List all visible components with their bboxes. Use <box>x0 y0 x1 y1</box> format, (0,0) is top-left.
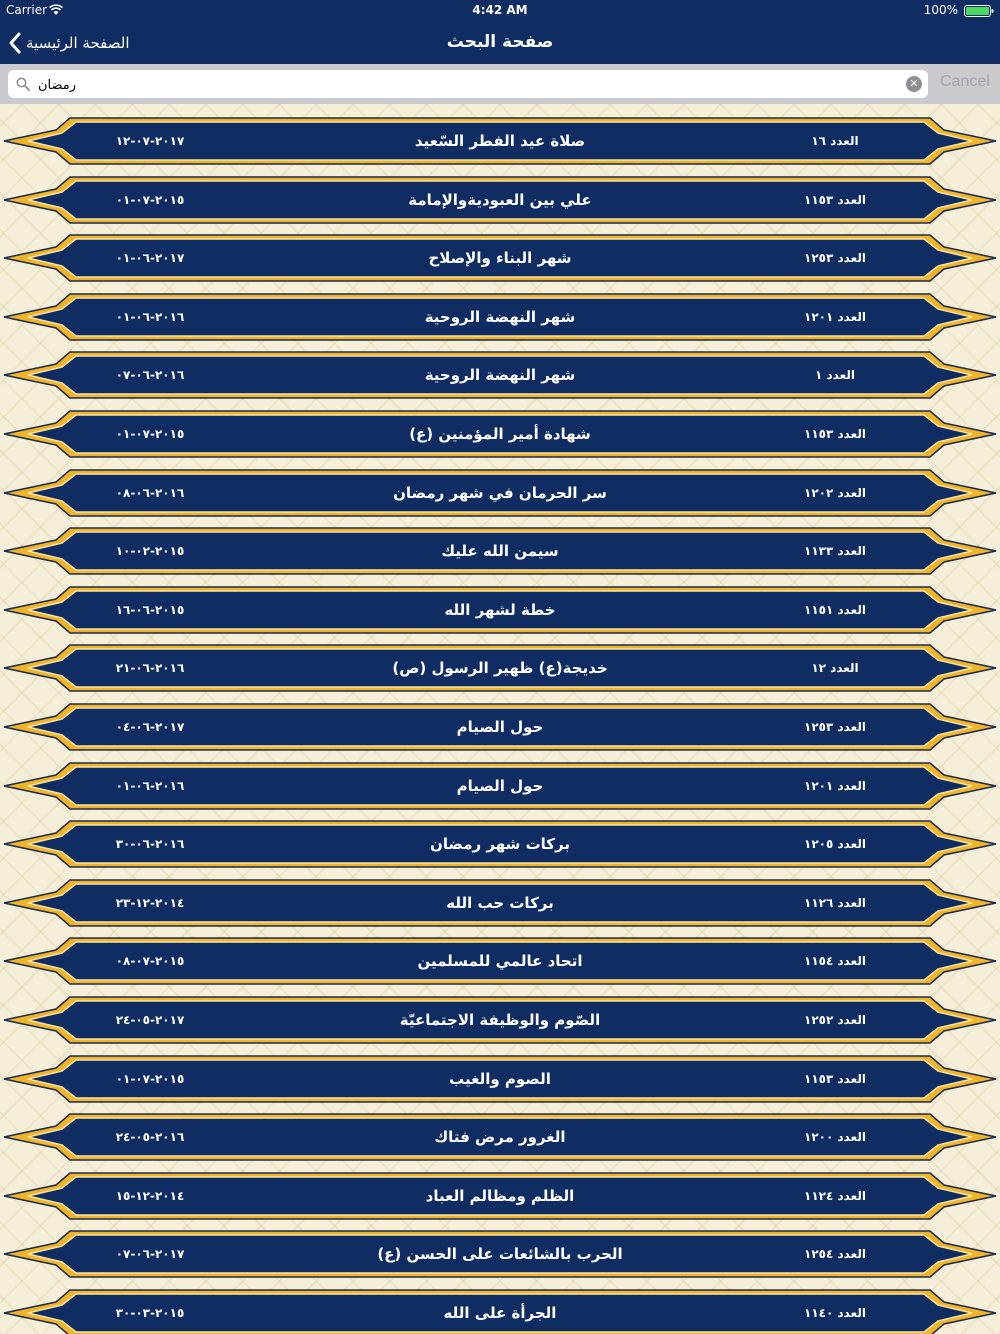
status-carrier: Carrier <box>6 3 48 17</box>
result-date: ٢٠١٥-٠٢-١٠ <box>115 544 185 559</box>
result-issue: العدد ١٢٠٥ <box>804 837 866 852</box>
result-row[interactable] <box>0 1225 1000 1283</box>
result-date: ٢٠١٦-٠٦-٣٠ <box>115 837 185 852</box>
result-issue: العدد ١١٢٤ <box>804 1188 866 1203</box>
result-title: حول الصيام <box>456 776 544 795</box>
nav-bar <box>0 22 1000 64</box>
result-date: ٢٠١٥-٠٧-٠١ <box>115 192 185 207</box>
result-issue: العدد ١١٥٣ <box>804 1071 866 1086</box>
result-issue: العدد ١١٥٣ <box>804 192 866 207</box>
result-issue: العدد ١٢٠٢ <box>804 485 866 500</box>
result-row[interactable] <box>0 1050 1000 1108</box>
result-title: سيمن الله عليك <box>441 542 559 561</box>
result-title: بركات شهر رمضان <box>430 835 570 854</box>
result-row[interactable] <box>0 464 1000 522</box>
result-row[interactable] <box>0 698 1000 756</box>
result-row[interactable] <box>0 405 1000 463</box>
result-date: ٢٠١٧-٠٦-٠٧ <box>115 1247 185 1262</box>
result-issue: العدد ١١٢٦ <box>804 895 866 910</box>
result-issue: العدد ١١٥٣ <box>804 427 866 441</box>
result-date: ٢٠١٥-٠٣-٣٠ <box>115 1306 185 1320</box>
result-title: الجرأة على الله <box>443 1304 557 1322</box>
result-row[interactable] <box>0 229 1000 287</box>
result-title: الصّوم والوظيفة الاجتماعيّة <box>399 1011 601 1029</box>
result-row[interactable] <box>0 171 1000 229</box>
back-label: الصفحة الرئيسية <box>26 34 130 52</box>
result-issue: العدد ١١٤٠ <box>804 1306 866 1320</box>
result-issue: العدد ١٢٠٠ <box>804 1130 866 1145</box>
result-issue: العدد ١ <box>815 368 855 383</box>
result-issue: العدد ١٢٥٣ <box>804 251 866 266</box>
result-issue: العدد ١٢٥٢ <box>804 1013 866 1027</box>
result-title: الظلم ومظالم العباد <box>425 1186 575 1205</box>
result-date: ٢٠١٦-٠٥-٢٤ <box>115 1130 185 1145</box>
page-title: صفحة البحث <box>446 32 554 52</box>
result-date: ٢٠١٦-٠٦-٠١ <box>115 778 185 793</box>
result-date: ٢٠١٦-٠٦-٠٨ <box>115 485 185 500</box>
result-title: اتحاد عالمي للمسلمين <box>417 952 583 971</box>
result-row[interactable] <box>0 1167 1000 1225</box>
result-row[interactable] <box>0 112 1000 170</box>
result-title: بركات حب الله <box>446 893 554 912</box>
result-row[interactable] <box>0 932 1000 990</box>
result-date: ٢٠١٤-١٢-٢٣ <box>115 895 185 910</box>
result-issue: العدد ١١٣٣ <box>804 544 866 559</box>
result-date: ٢٠١٤-١٢-١٥ <box>115 1188 185 1203</box>
result-row[interactable] <box>0 757 1000 815</box>
result-row[interactable] <box>0 815 1000 873</box>
result-issue: العدد ١٢٠١ <box>804 309 866 324</box>
battery-percent: 100% <box>923 3 958 17</box>
result-title: الغرور مرض فتاك <box>434 1128 566 1147</box>
result-title: حول الصيام <box>456 718 544 736</box>
result-row[interactable] <box>0 639 1000 697</box>
result-title: الحرب بالشائعات على الحسن (ع) <box>377 1245 623 1264</box>
result-row[interactable] <box>0 522 1000 580</box>
result-date: ٢٠١٥-٠٧-٠٨ <box>115 954 185 969</box>
result-date: ٢٠١٦-٠٦-٢١ <box>115 661 185 676</box>
result-date: ٢٠١٧-٠٧-١٢ <box>115 134 185 148</box>
result-row[interactable] <box>0 1108 1000 1166</box>
result-row[interactable] <box>0 1284 1000 1334</box>
result-row[interactable] <box>0 581 1000 639</box>
result-issue: العدد ١٦ <box>811 134 859 148</box>
result-title: خطة لشهر الله <box>444 600 556 619</box>
result-title: الصوم والغيب <box>449 1069 551 1088</box>
result-row[interactable] <box>0 991 1000 1049</box>
search-icon <box>16 77 30 91</box>
result-issue: العدد ١٢٥٣ <box>804 720 866 734</box>
search-input[interactable] <box>36 72 900 98</box>
result-row[interactable] <box>0 346 1000 404</box>
result-title: سر الحرمان في شهر رمضان <box>393 483 607 502</box>
result-title: صلاة عيد الفطر السّعيد <box>414 132 586 150</box>
status-time: 4:42 AM <box>472 3 528 17</box>
result-issue: العدد ١٢ <box>811 661 859 676</box>
clear-icon[interactable]: ✕ <box>906 76 922 92</box>
results-list[interactable] <box>0 104 1000 1334</box>
cancel-button[interactable]: Cancel <box>940 73 990 90</box>
search-field[interactable] <box>8 70 928 98</box>
result-date: ٢٠١٦-٠٦-٠١ <box>115 309 185 324</box>
result-title: خديجة(ع) ظهير الرسول (ص) <box>392 659 608 678</box>
result-issue: العدد ١١٥١ <box>804 602 866 617</box>
result-date: ٢٠١٧-٠٥-٢٤ <box>115 1013 185 1027</box>
result-issue: العدد ١٢٥٤ <box>804 1247 866 1262</box>
result-title: شهر البناء والإصلاح <box>428 249 572 268</box>
result-date: ٢٠١٧-٠٦-٠١ <box>115 251 185 266</box>
result-date: ٢٠١٧-٠٦-٠٤ <box>115 720 185 734</box>
result-issue: العدد ١١٥٤ <box>804 954 866 969</box>
result-title: شهر النهضة الروحية <box>424 366 576 385</box>
result-title: شهادة أمير المؤمنين (ع) <box>409 425 591 443</box>
result-row[interactable] <box>0 874 1000 932</box>
result-row[interactable] <box>0 288 1000 346</box>
top-bar <box>0 0 1000 64</box>
result-date: ٢٠١٦-٠٦-٠٧ <box>115 368 185 383</box>
result-date: ٢٠١٥-٠٧-٠١ <box>115 427 185 441</box>
result-date: ٢٠١٥-٠٦-١٦ <box>115 602 185 617</box>
status-bar <box>0 0 1000 22</box>
result-issue: العدد ١٢٠١ <box>804 778 866 793</box>
search-bar <box>0 64 1000 104</box>
result-date: ٢٠١٥-٠٧-٠١ <box>115 1071 185 1086</box>
result-title: شهر النهضة الروحية <box>424 307 576 326</box>
result-title: علي بين العبوديةوالإمامة <box>408 190 592 209</box>
battery-icon <box>964 5 994 17</box>
